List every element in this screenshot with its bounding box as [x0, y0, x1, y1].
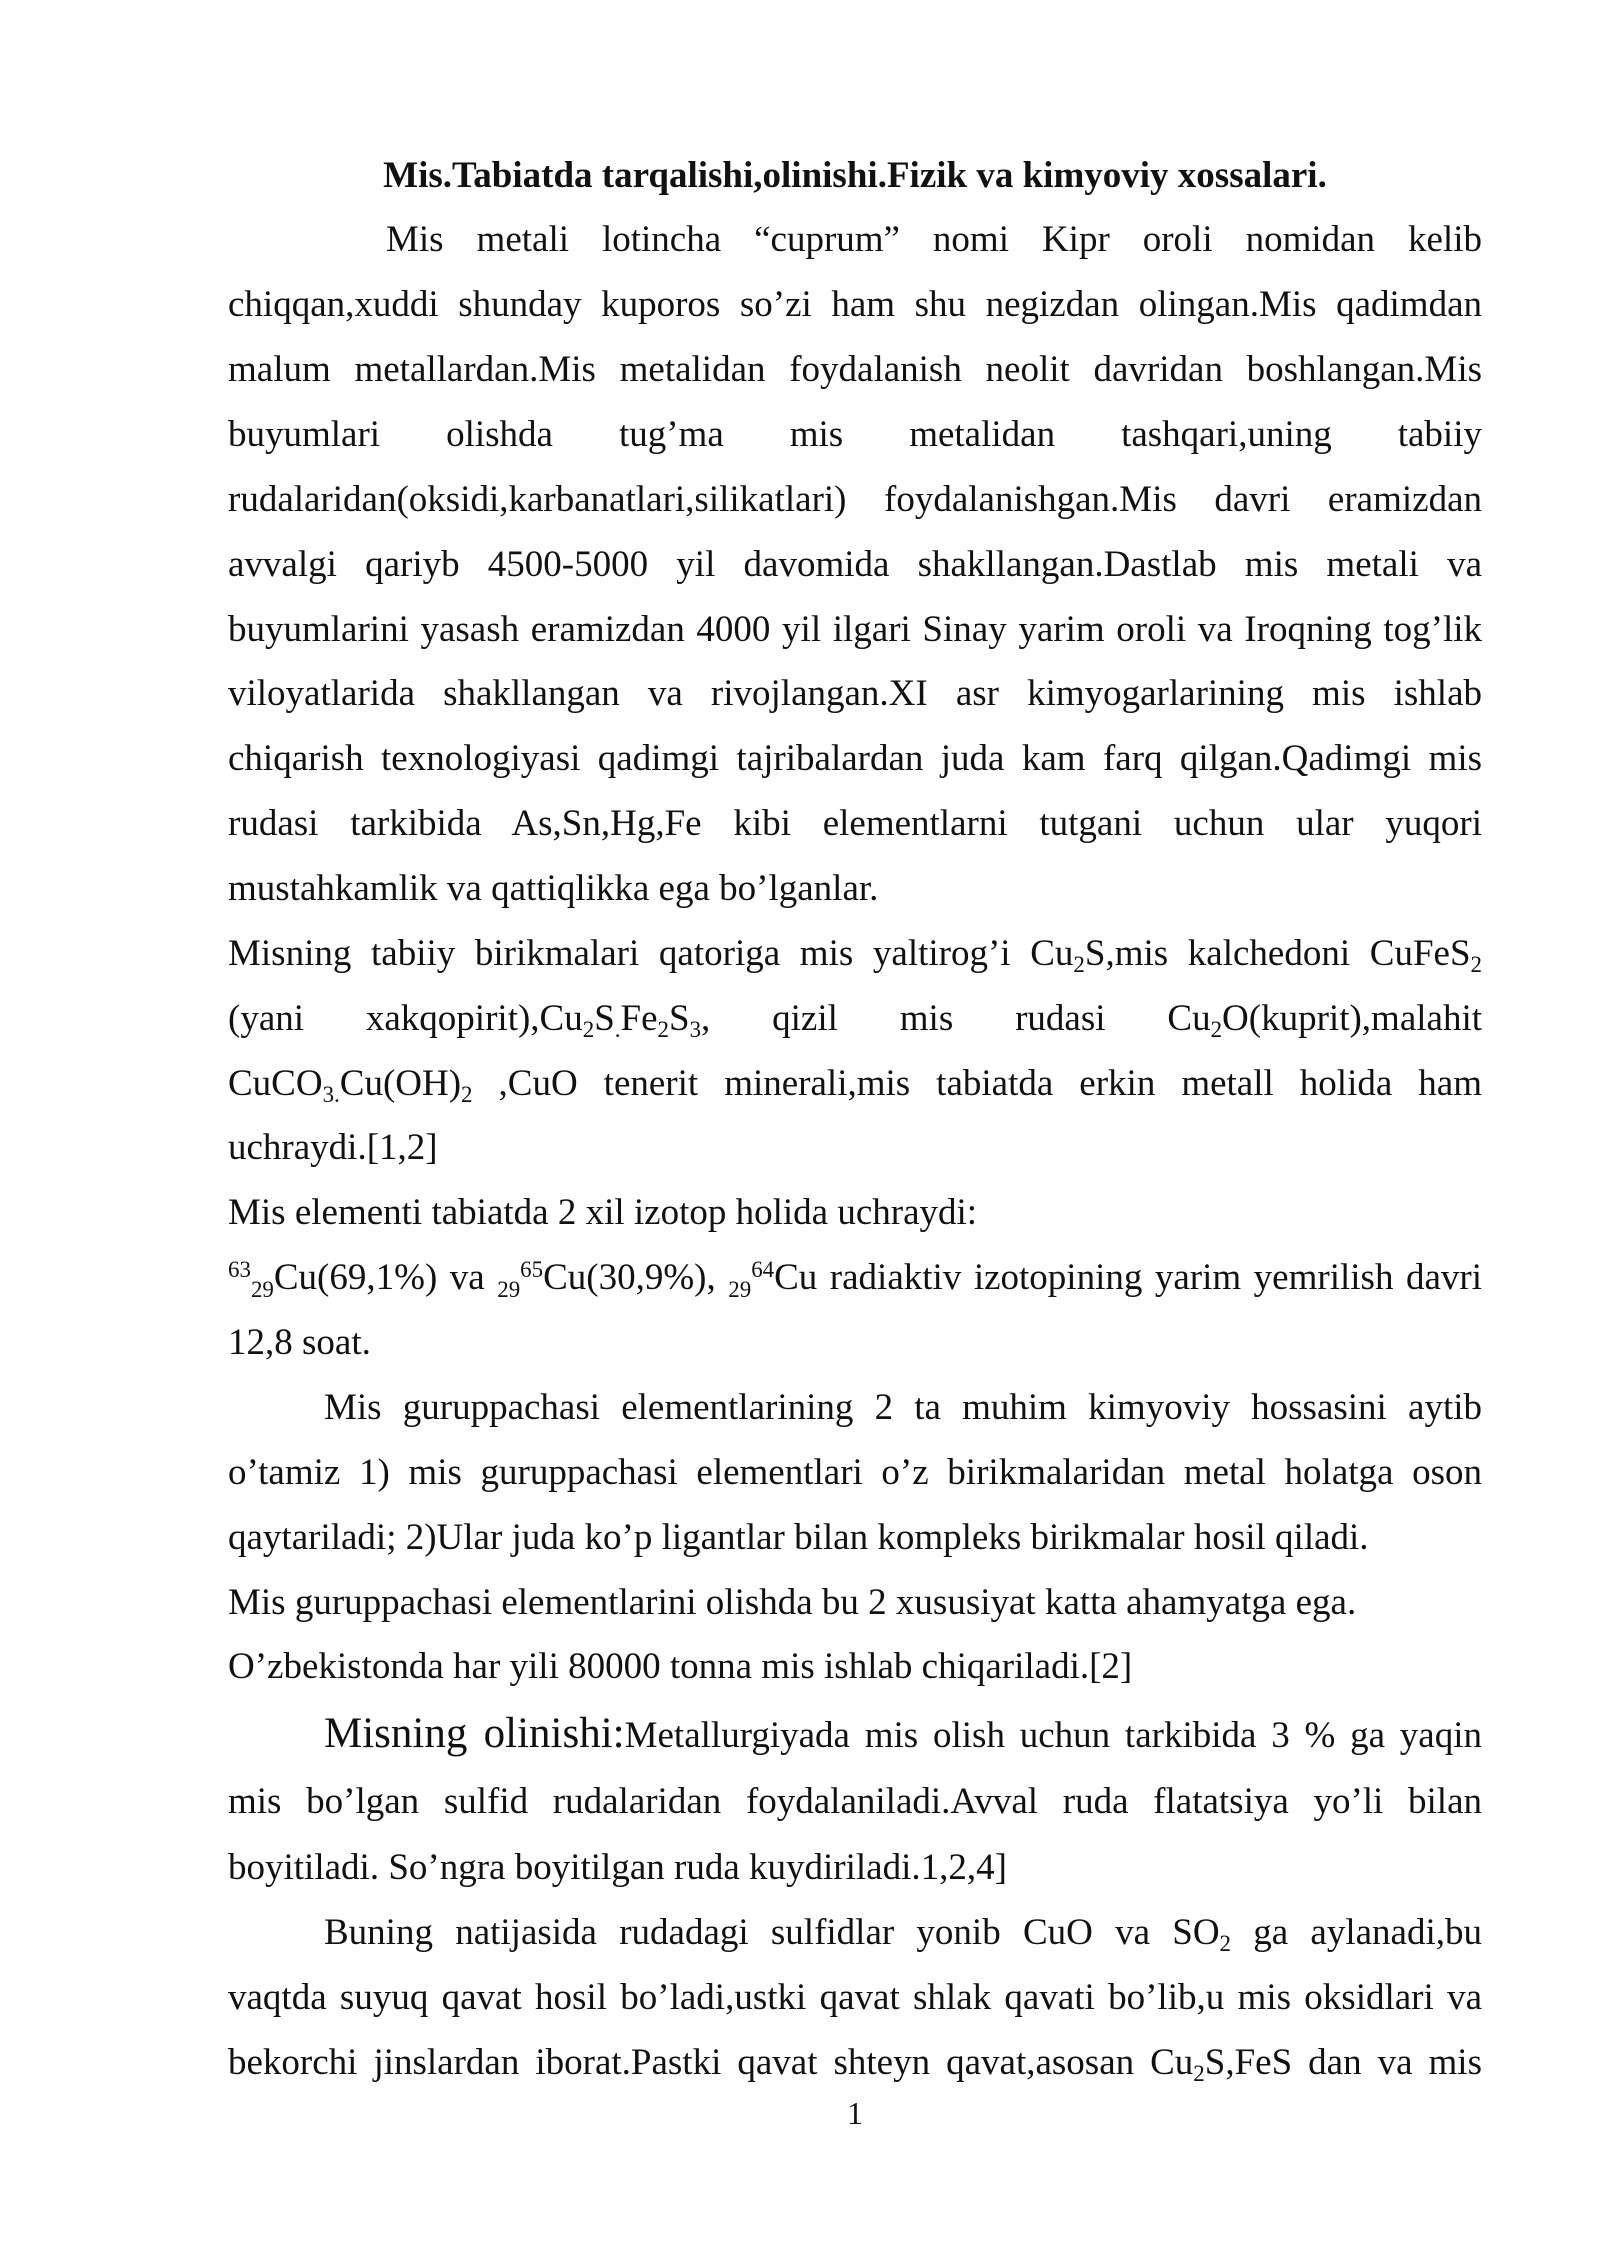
- text-run: S: [668, 997, 690, 1039]
- text-run: Mis guruppachasi elementlarini olishda bu 2 xususiyat katta ahamyatga ega.: [228, 1581, 1357, 1623]
- text-run: Mis guruppachasi elementlarining 2 ta muhim kimyoviy hossasini aytib: [324, 1386, 1482, 1428]
- text-line: [228, 2031, 1482, 2096]
- subscript: 3: [322, 1081, 335, 1107]
- text-line: [228, 338, 1482, 403]
- text-line: [228, 1635, 1482, 1700]
- superscript: 63: [228, 1256, 251, 1282]
- subscript: 2: [1193, 2061, 1205, 2087]
- text-line: [228, 1571, 1482, 1636]
- text-run: S,mis kalchedoni CuFeS: [1084, 932, 1471, 974]
- text-line: [228, 857, 1482, 922]
- text-line: [228, 1246, 1482, 1311]
- subscript: .: [614, 1017, 621, 1043]
- text-line: [228, 1700, 1482, 1768]
- text-line: [228, 987, 1482, 1052]
- text-line: [228, 1116, 1482, 1181]
- text-line: [228, 1768, 1482, 1836]
- text-run: CuCO: [228, 1062, 323, 1104]
- text-run: S: [594, 997, 615, 1039]
- subscript: 29: [497, 1276, 521, 1302]
- paragraph: [228, 1181, 1482, 1246]
- subscript: 2: [1219, 1931, 1232, 1957]
- text-line: [228, 403, 1482, 468]
- subscript: 2: [582, 1017, 595, 1043]
- text-run: Misning tabiiy birikmalari qatoriga mis yaltirog’i Cu: [228, 932, 1074, 974]
- subscript: 2: [1210, 1017, 1223, 1043]
- text-line: [228, 662, 1482, 727]
- page-number: 1: [847, 2095, 863, 2131]
- text-run: buyumlari olishda tug’ma mis metalidan tashqari,uning tabiiy: [228, 414, 1482, 456]
- text-line: [228, 208, 1482, 273]
- text-line: [228, 1441, 1482, 1506]
- text-run: malum metallardan.Mis metalidan foydalanish neolit davridan boshlangan.Mis: [228, 349, 1482, 391]
- superscript: 64: [751, 1256, 775, 1282]
- subscript: 3: [689, 1017, 702, 1043]
- text-line: [228, 792, 1482, 857]
- subscript: .: [334, 1081, 340, 1107]
- text-run: avvalgi qariyb 4500-5000 yil davomida shakllangan.Dastlab mis metali va: [228, 543, 1482, 585]
- paragraph: [228, 1376, 1482, 1571]
- text-run: O(kuprit),malahit: [1222, 997, 1483, 1039]
- paragraph: [228, 922, 1482, 1181]
- text-run: Fe: [620, 997, 658, 1039]
- text-line: [228, 468, 1482, 533]
- text-run: rudasi tarkibida As,Sn,Hg,Fe kibi elementlarni tutgani uchun ular yuqori: [228, 803, 1482, 845]
- text-run: S,FeS dan va mis: [1204, 2041, 1482, 2083]
- run-in-heading: Misning olinishi:: [324, 1710, 625, 1758]
- superscript: 65: [520, 1256, 544, 1282]
- paragraph: [228, 208, 1482, 921]
- text-run: ga aylanadi,bu: [1231, 1912, 1482, 1954]
- text-line: [228, 1506, 1482, 1571]
- text-line: [228, 1052, 1482, 1117]
- subscript: 2: [1073, 952, 1085, 978]
- text-run: ,CuO tenerit minerali,mis tabiatda erkin metall holida ham: [472, 1062, 1482, 1104]
- subscript: 29: [250, 1276, 274, 1302]
- paragraph: [228, 1571, 1482, 1636]
- text-line: [228, 1836, 1482, 1901]
- text-run: buyumlarini yasash eramizdan 4000 yil ilgari Sinay yarim oroli va Iroqning tog’lik: [228, 608, 1482, 650]
- text-run: O’zbekistonda har yili 80000 tonna mis ishlab chiqariladi.[2]: [228, 1646, 1133, 1688]
- text-line: [228, 598, 1482, 663]
- text-run: mustahkamlik va qattiqlikka ega bo’lganlar.: [228, 868, 879, 910]
- text-line: [228, 1376, 1482, 1441]
- text-line: [228, 727, 1482, 792]
- text-run: rudalaridan(oksidi,karbanatlari,silikatlari) foydalanishgan.Mis davri eramizdan: [228, 478, 1482, 520]
- paragraph: [228, 1700, 1482, 1901]
- text-run: Mis metali lotincha “cuprum” nomi Kipr oroli nomidan kelib: [386, 219, 1482, 261]
- text-run: o’tamiz 1) mis guruppachasi elementlari o’z birikmalaridan metal holatga oson: [228, 1451, 1482, 1493]
- text-run: , qizil mis rudasi Cu: [701, 997, 1211, 1039]
- subscript: 29: [728, 1276, 752, 1302]
- text-run: chiqqan,xuddi shunday kuporos so’zi ham shu negizdan olingan.Mis qadimdan: [228, 284, 1482, 326]
- text-line: [228, 1901, 1482, 1966]
- text-run: Cu(69,1%) va: [273, 1257, 498, 1299]
- paragraph: [228, 1635, 1482, 1700]
- text-line: [228, 1311, 1482, 1376]
- text-run: Mis elementi tabiatda 2 xil izotop holida uchraydi:: [228, 1192, 978, 1234]
- document-body: [228, 144, 1482, 2096]
- text-line: [228, 1181, 1482, 1246]
- text-run: Buning natijasida rudadagi sulfidlar yonib CuO va SO: [324, 1912, 1220, 1954]
- subscript: 2: [1470, 952, 1482, 978]
- text-run: viloyatlarida shakllangan va rivojlangan.XI asr kimyogarlarining mis ishlab: [228, 673, 1482, 715]
- document-title: Mis.Tabiatda tarqalishi,olinishi.Fizik va kimyoviy xossalari.: [383, 154, 1327, 196]
- text-run: mis bo’lgan sulfid rudalaridan foydalaniladi.Avval ruda flatatsiya yo’li bilan: [228, 1781, 1482, 1823]
- text-run: uchraydi.[1,2]: [228, 1127, 438, 1169]
- text-run: qaytariladi; 2)Ular juda ko’p ligantlar bilan kompleks birikmalar hosil qiladi.: [228, 1516, 1369, 1558]
- text-line: [228, 533, 1482, 598]
- text-run: (yani xakqopirit),Cu: [228, 997, 583, 1039]
- text-run: boyitiladi. So’ngra boyitilgan ruda kuydiriladi.1,2,4]: [228, 1847, 1007, 1889]
- text-run: Cu radiaktiv izotopining yarim yemrilish davri: [774, 1257, 1482, 1299]
- subscript: 2: [461, 1081, 473, 1107]
- text-line: [228, 922, 1482, 987]
- text-run: vaqtda suyuq qavat hosil bo’ladi,ustki qavat shlak qavati bo’lib,u mis oksidlari va: [228, 1976, 1482, 2018]
- subscript: 2: [657, 1017, 669, 1043]
- text-run: bekorchi jinslardan iborat.Pastki qavat shteyn qavat,asosan Cu: [228, 2041, 1194, 2083]
- paragraph: [228, 1901, 1482, 2096]
- text-line: [228, 273, 1482, 338]
- text-run: Metallurgiyada mis olish uchun tarkibida 3 % ga yaqin: [624, 1715, 1482, 1757]
- text-run: 12,8 soat.: [228, 1322, 371, 1364]
- paragraph: [228, 1246, 1482, 1376]
- text-run: Cu(30,9%),: [543, 1257, 729, 1299]
- text-line: [228, 1966, 1482, 2031]
- text-run: chiqarish texnologiyasi qadimgi tajribalardan juda kam farq qilgan.Qadimgi mis: [228, 738, 1482, 780]
- text-run: Cu(OH): [339, 1062, 462, 1104]
